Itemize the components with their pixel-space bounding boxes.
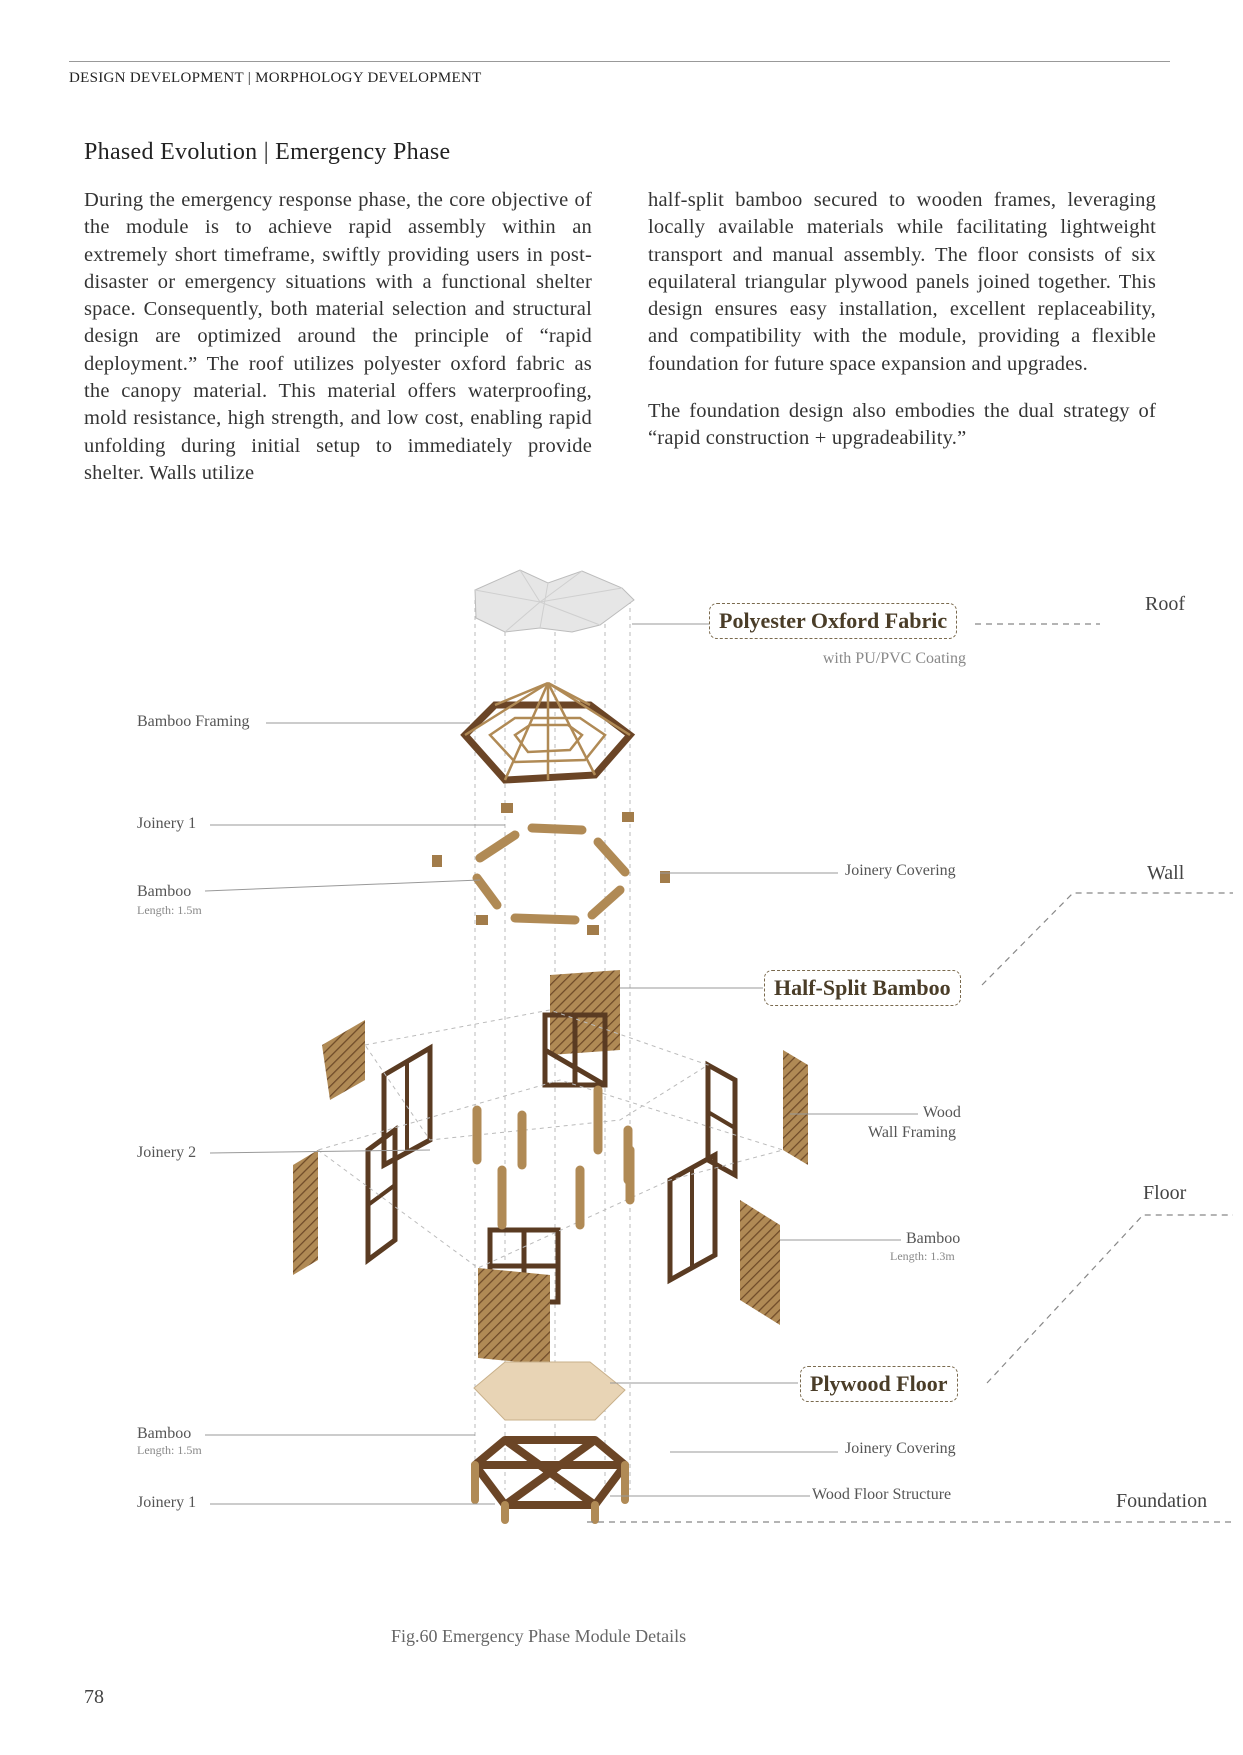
header-rule xyxy=(69,61,1170,62)
label-joinery-covering-top: Joinery Covering xyxy=(845,862,956,879)
page-number: 78 xyxy=(84,1686,104,1708)
label-wall-framing: Wall Framing xyxy=(868,1124,957,1141)
body-paragraph-left: During the emergency response phase, the core objective of the module is to achieve rapid assembly within an extremely short timeframe, swiftly providing users in post-disaster or emergency situations with a functional shelter space. Consequently, both material selection and structural design are optimized around the principle of “rapid deployment.” The roof utilizes polyester oxford fabric as the canopy material. This material offers waterproofing, mold resistance, high strength, and low cost, enabling rapid unfolding during initial setup to immediately provide shelter. Walls utilize xyxy=(84,189,592,484)
category-roof: Roof xyxy=(1145,593,1185,615)
label-joinery-1-top: Joinery 1 xyxy=(137,815,197,832)
label-bamboo-framing: Bamboo Framing xyxy=(137,713,250,730)
label-bamboo-top-length: Length: 1.5m xyxy=(137,903,202,917)
roof-fabric xyxy=(475,570,634,632)
exploded-module-diagram xyxy=(0,550,1243,1550)
label-joinery-2: Joinery 2 xyxy=(137,1144,197,1161)
body-right-column xyxy=(648,187,1156,473)
bamboo-posts xyxy=(477,1090,630,1225)
label-joinery-1-bottom: Joinery 1 xyxy=(137,1494,197,1511)
plywood-floor xyxy=(474,1362,625,1420)
label-wood-floor-structure: Wood Floor Structure xyxy=(812,1486,952,1503)
label-bamboo-top: Bamboo xyxy=(137,883,192,900)
bamboo-beam-ring xyxy=(477,828,625,920)
callout-polyester-oxford-fabric: Polyester Oxford Fabric xyxy=(709,603,957,639)
category-wall: Wall xyxy=(1147,862,1185,884)
label-wood: Wood xyxy=(923,1104,961,1121)
label-bamboo-bottom-length: Length: 1.5m xyxy=(137,1443,202,1457)
label-bamboo-mid: Bamboo xyxy=(906,1230,961,1247)
body-paragraph-right-2: The foundation design also embodies the dual strategy of “rapid construction + upgradeability.” xyxy=(648,400,1156,450)
label-bamboo-mid-length: Length: 1.3m xyxy=(890,1249,955,1263)
left-leaders xyxy=(205,723,505,1504)
running-head: DESIGN DEVELOPMENT | MORPHOLOGY DEVELOPMENT xyxy=(69,70,482,86)
fabric-coating-note: with PU/PVC Coating xyxy=(822,650,966,667)
figure-caption: Fig.60 Emergency Phase Module Details xyxy=(391,1626,687,1646)
callout-half-split-bamboo: Half-Split Bamboo xyxy=(764,970,961,1006)
wall-panels xyxy=(293,970,808,1365)
category-floor: Floor xyxy=(1143,1182,1187,1204)
label-joinery-covering-bottom: Joinery Covering xyxy=(845,1440,956,1457)
body-left-column xyxy=(84,187,592,507)
wood-floor-structure xyxy=(475,1440,625,1505)
section-title: Phased Evolution | Emergency Phase xyxy=(84,139,451,165)
callout-plywood-floor: Plywood Floor xyxy=(800,1366,958,1402)
body-paragraph-right-1: half-split bamboo secured to wooden frames, leveraging locally available materials while facilitating lightweight transport and manual assembly. The floor consists of six equilateral triangular plywood panels joined together. This design ensures easy installation, excellent replaceability, and compatibility with the module, providing a flexible foundation for future space expansion and upgrades. xyxy=(648,189,1156,375)
label-bamboo-bottom: Bamboo xyxy=(137,1425,192,1442)
category-foundation: Foundation xyxy=(1116,1490,1208,1512)
